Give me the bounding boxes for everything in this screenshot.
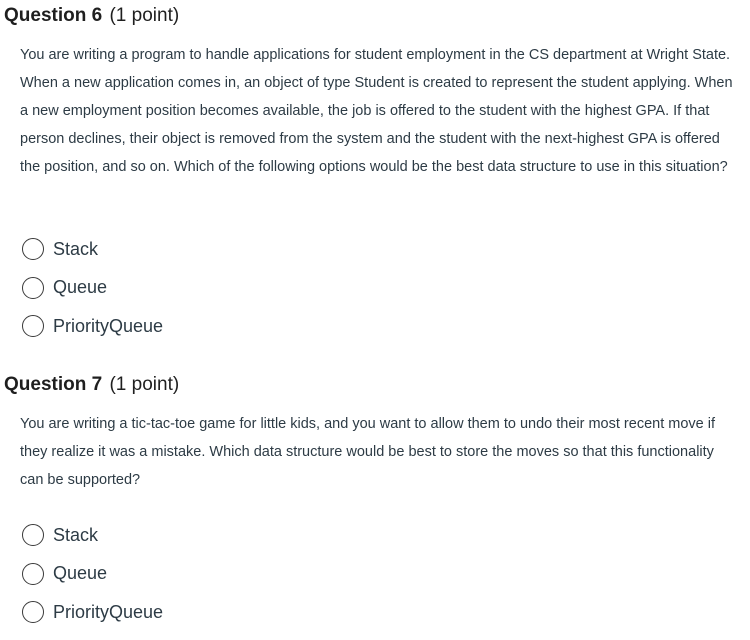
question-points: (1 point) [109, 5, 180, 26]
question-points: (1 point) [109, 374, 180, 395]
question-header [0, 369, 750, 401]
question-number: Question 7 [4, 374, 103, 395]
answer-option-queue[interactable] [22, 269, 163, 308]
answer-option-stack[interactable] [22, 516, 163, 555]
answer-option-stack[interactable] [22, 230, 163, 269]
radio-button[interactable] [22, 277, 44, 299]
radio-button[interactable] [22, 524, 44, 546]
answer-option-priorityqueue[interactable] [22, 307, 163, 346]
radio-button[interactable] [22, 601, 44, 623]
answer-label[interactable]: Queue [53, 563, 108, 584]
answer-options [22, 516, 163, 632]
question-text: You are writing a tic-tac-toe game for little kids, and you want to allow them to undo their most recent move if they realize it was a mistake. Which data structure would be best to store the moves so that this functionality can be supported? [20, 416, 715, 488]
answer-option-queue[interactable] [22, 555, 163, 594]
answer-option-priorityqueue[interactable] [22, 593, 163, 632]
answer-options [22, 230, 163, 346]
question-text: You are writing a program to handle applications for student employment in the CS department at Wright State. When a new application comes in, an object of type Student is created to represent the student applying. When a new employment position becomes available, the job is offered to the student with the highest GPA. If that person declines, their object is removed from the system and the student with the next-highest GPA is offered the position, and so on. Which of the following options would be the best data structure to use in this situation? [20, 47, 733, 175]
answer-label[interactable]: PriorityQueue [53, 315, 164, 336]
question-header [0, 0, 750, 32]
answer-label[interactable]: Stack [53, 524, 99, 545]
question-7 [0, 369, 750, 622]
radio-button[interactable] [22, 563, 44, 585]
answer-label[interactable]: Queue [53, 277, 108, 298]
answer-label[interactable]: Stack [53, 238, 99, 259]
radio-button[interactable] [22, 315, 44, 337]
question-number: Question 6 [4, 5, 103, 26]
answer-label[interactable]: PriorityQueue [53, 601, 164, 622]
radio-button[interactable] [22, 238, 44, 260]
